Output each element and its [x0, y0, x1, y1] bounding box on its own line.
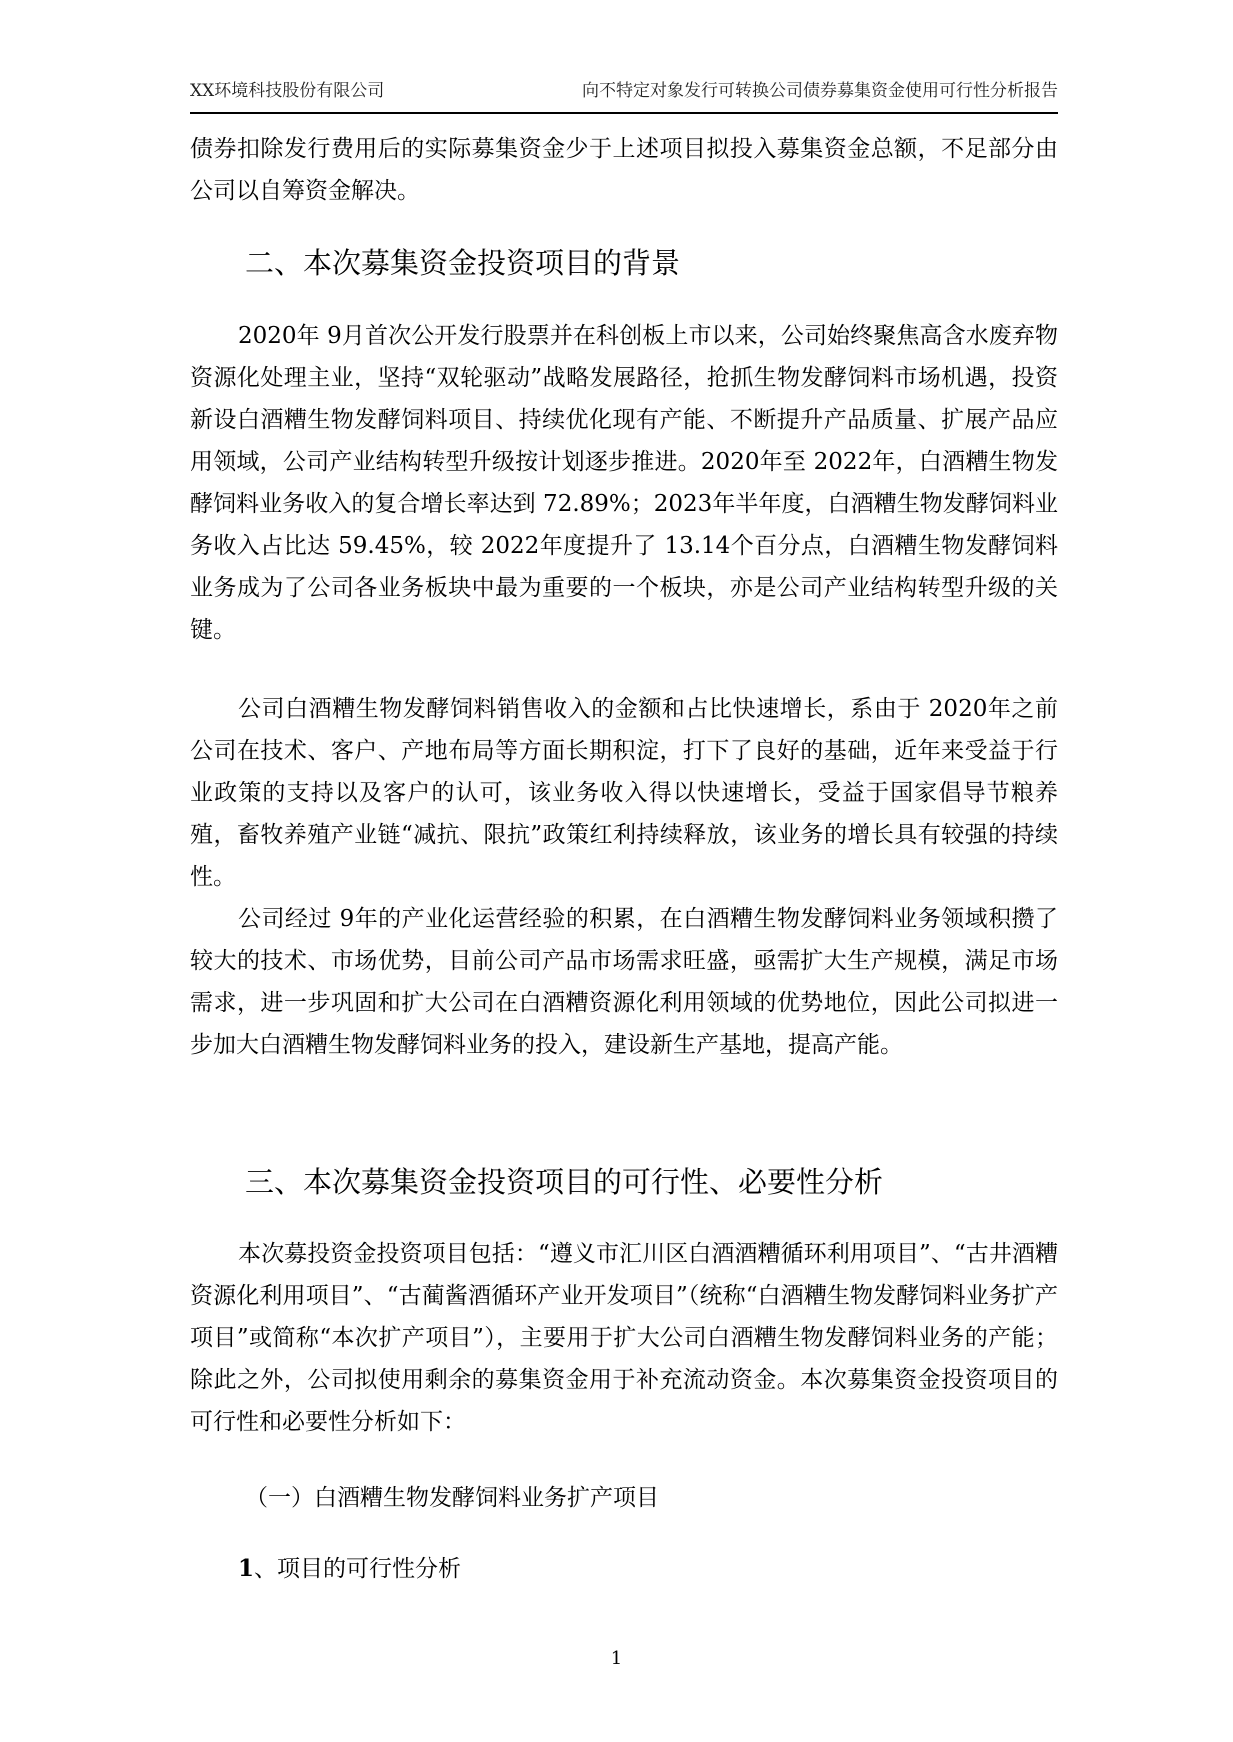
section-3-paragraph-1: 本次募投资金投资项目包括：“遵义市汇川区白酒酒糟循环利用项目”、“古井酒糟资源化利用项目”、“古蔺酱酒循环产业开发项目”（统称“白酒糟生物发酵饲料业务扩产项目”或简称“本次扩产项目”），主要用于扩大公司白酒糟生物发酵饲料业务的产能；除此之外，公司拟使用剩余的募集资金用于补充流动资金。本次募集资金投资项目的可行性和必要性分析如下：	[190, 1241, 1058, 1435]
section-2-paragraph-3: 公司经过 9年的产业化运营经验的积累，在白酒糟生物发酵饲料业务领域积攒了较大的技术、市场优势，目前公司产品市场需求旺盛，亟需扩大生产规模，满足市场需求，进一步巩固和扩大公司在白酒糟资源化利用领域的优势地位，因此公司拟进一步加大白酒糟生物发酵饲料业务的投入，建设新生产基地，提高产能。	[190, 906, 1058, 1058]
item-1-heading	[238, 1551, 461, 1587]
section-2-heading: 二、本次募集资金投资项目的背景	[245, 246, 681, 280]
page-header	[190, 72, 1058, 114]
header-company-name: XX环境科技股份有限公司	[190, 81, 385, 101]
section-3-heading: 三、本次募集资金投资项目的可行性、必要性分析	[245, 1165, 884, 1199]
continuation-paragraph: 债券扣除发行费用后的实际募集资金少于上述项目拟投入募集资金总额，不足部分由公司以自筹资金解决。	[190, 136, 1058, 204]
header-report-title: 向不特定对象发行可转换公司债券募集资金使用可行性分析报告	[582, 81, 1058, 101]
section-2-paragraph-1: 2020年 9月首次公开发行股票并在科创板上市以来，公司始终聚焦高含水废弃物资源化处理主业，坚持“双轮驱动”战略发展路径，抢抓生物发酵饲料市场机遇，投资新设白酒糟生物发酵饲料项目、持续优化现有产能、不断提升产品质量、扩展产品应用领域，公司产业结构转型升级按计划逐步推进。2020年至 2022年，白酒糟生物发酵饲料业务收入的复合增长率达到 72.89%；2023年半年度，白酒糟生物发酵饲料业务收入占比达 59.45%，较 2022年度提升了 13.14个百分点，白酒糟生物发酵饲料业务成为了公司各业务板块中最为重要的一个板块，亦是公司产业结构转型升级的关键。	[190, 323, 1058, 643]
item-1-title: 、项目的可行性分析	[254, 1556, 462, 1582]
page-number: 1	[610, 1648, 623, 1669]
item-1-number: 1	[238, 1555, 255, 1582]
section-2-paragraph-2: 公司白酒糟生物发酵饲料销售收入的金额和占比快速增长，系由于 2020年之前公司在技术、客户、产地布局等方面长期积淀，打下了良好的基础，近年来受益于行业政策的支持以及客户的认可，该业务收入得以快速增长，受益于国家倡导节粮养殖，畜牧养殖产业链“减抗、限抗”政策红利持续释放，该业务的增长具有较强的持续性。	[190, 696, 1058, 890]
subsection-1-heading: （一）白酒糟生物发酵饲料业务扩产项目	[245, 1485, 659, 1511]
